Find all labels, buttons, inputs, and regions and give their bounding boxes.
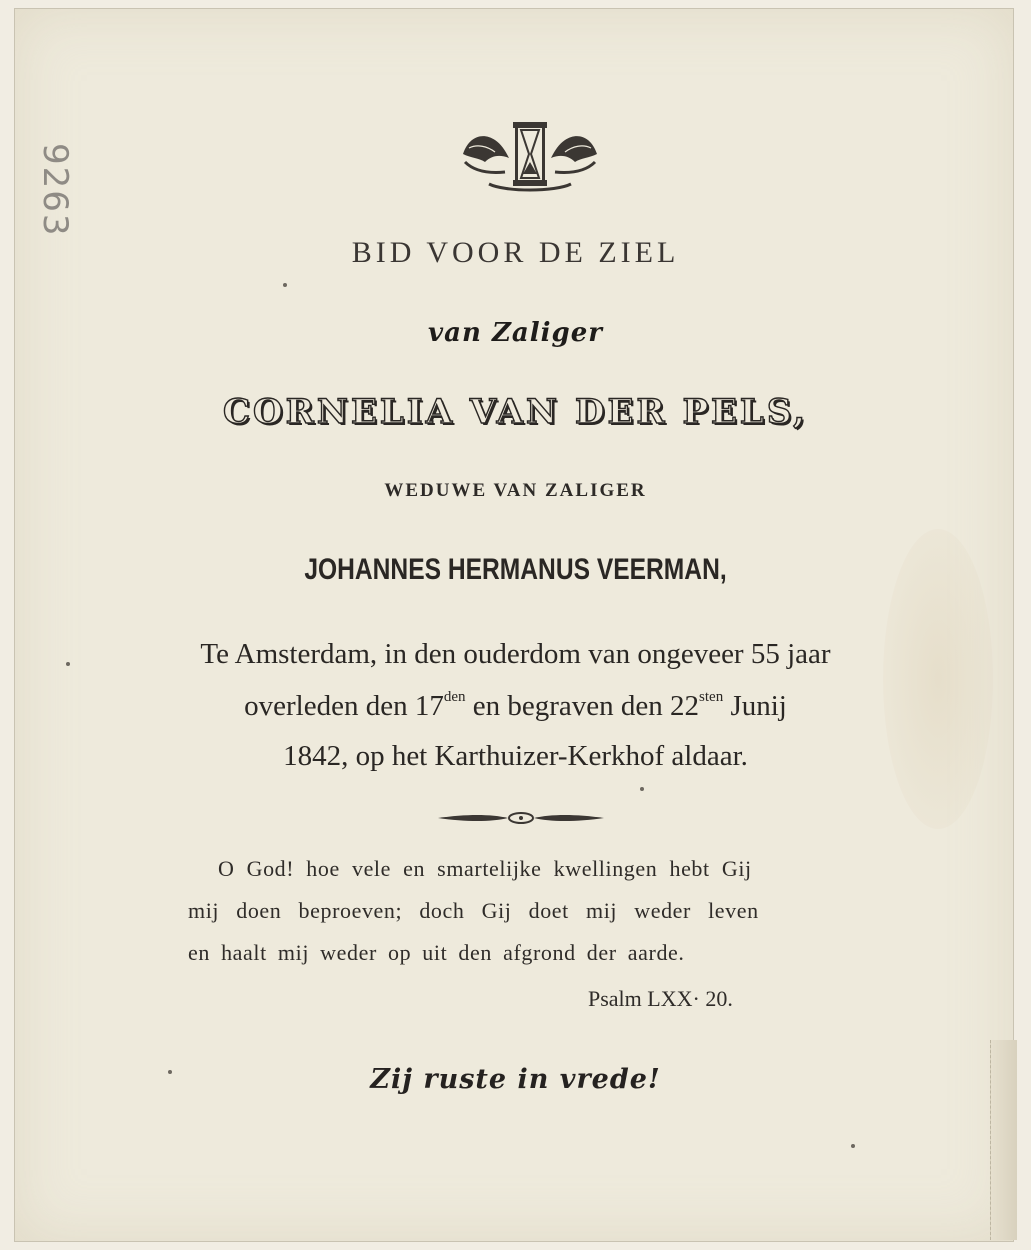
paper-speck <box>168 1070 172 1074</box>
paper-speck <box>283 283 287 287</box>
verse-line-1: O God! hoe vele en smartelijke kwellingen hebt Gij <box>218 856 752 881</box>
body-line-3: 1842, op het Karthuizer-Kerkhof aldaar. <box>283 740 748 772</box>
paper-speck <box>640 787 644 791</box>
verse-line-3: en haalt mij weder op uit den afgrond der aarde. <box>188 940 685 965</box>
closing-blessing: Zij ruste in vrede! <box>370 1064 661 1095</box>
day-suffix-buried: sten <box>699 689 724 705</box>
heading: BID VOOR DE ZIEL <box>351 236 680 269</box>
hourglass-ornament-icon <box>455 118 605 196</box>
deceased-name: CORNELIA VAN DER PELS, <box>222 392 809 432</box>
paper-speck <box>66 662 70 666</box>
verse-line-2: mij doen beproeven; doch Gij doet mij weder leven <box>188 898 759 923</box>
body-line-2-a: overleden den 17 <box>244 690 444 722</box>
day-suffix-died: den <box>443 689 466 705</box>
body-line-2 <box>0 690 1031 723</box>
husband-name: JOHANNES HERMANUS VEERMAN, <box>304 553 727 586</box>
paper-speck <box>851 1144 855 1148</box>
body-line-2-b: en begraven den 22 <box>465 690 700 722</box>
archive-number: 9263 <box>35 143 75 238</box>
relation-line: WEDUWE VAN ZALIGER <box>384 480 647 501</box>
scroll-divider-icon <box>436 808 606 828</box>
psalm-citation: Psalm LXX· 20. <box>588 986 733 1011</box>
body-line-1: Te Amsterdam, in den ouderdom van ongeveer 55 jaar <box>200 638 831 670</box>
subheading: van Zaliger <box>428 318 603 348</box>
body-line-2-c: Junij <box>723 690 787 722</box>
